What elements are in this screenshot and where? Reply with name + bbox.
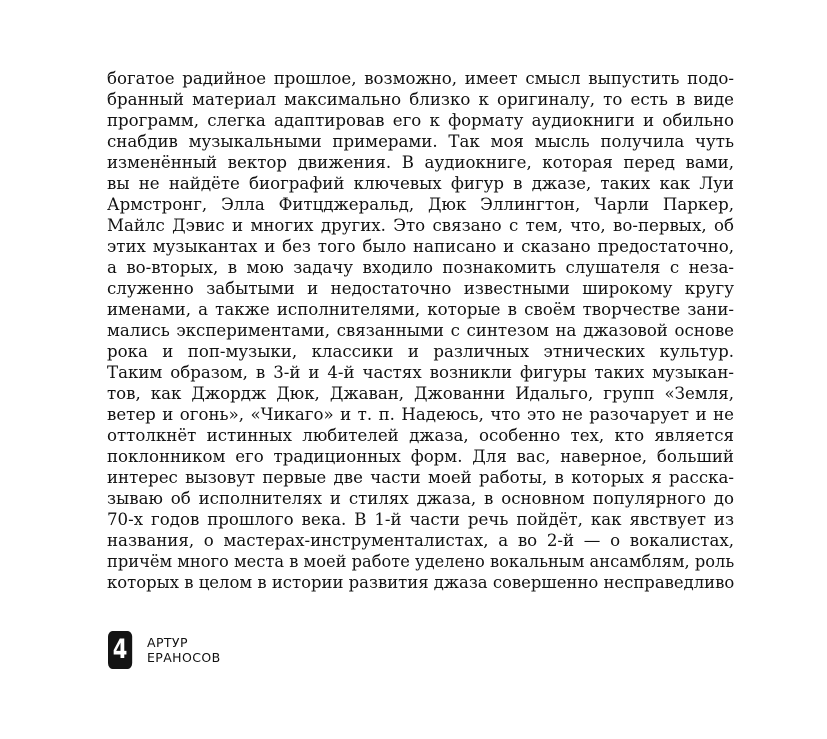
text-line: а во-вторых, в мою задачу входило познакомить слушателя с неза- (107, 258, 734, 277)
text-line: Таким образом, в 3-й и 4-й частях возникли фигуры таких музыкан- (107, 363, 734, 382)
text-line: программ, слегка адаптировав его к формату аудиокниги и обильно (107, 111, 734, 130)
text-line: мались экспериментами, связанными с синтезом на джазовой основе (107, 321, 734, 340)
author-first-name: АРТУР (147, 635, 188, 650)
text-line: зываю об исполнителях и стилях джаза, в основном популярного до (107, 489, 734, 508)
text-line: Майлс Дэвис и многих других. Это связано с тем, что, во-первых, об (107, 216, 734, 235)
author-name (147, 635, 221, 665)
text-line: ветер и огонь», «Чикаго» и т. п. Надеюсь, что это не разочарует и не (107, 405, 734, 424)
text-line: причём много места в моей работе уделено вокальным ансамблям, роль (107, 552, 735, 571)
text-line: вы не найдёте биографий ключевых фигур в джазе, таких как Луи (107, 174, 734, 193)
text-line: богатое радийное прошлое, возможно, имеет смысл выпустить подо- (107, 69, 734, 88)
text-line: названия, о мастерах-инструменталистах, а во 2-й — о вокалистах, (107, 531, 734, 550)
text-line: бранный материал максимально близко к оригиналу, то есть в виде (107, 90, 734, 109)
text-line: служенно забытыми и недостаточно известными широкому кругу (107, 279, 734, 298)
body-text (107, 68, 734, 593)
text-line: которых в целом в истории развития джаза совершенно несправедливо (107, 573, 735, 592)
text-line: изменённый вектор движения. В аудиокниге, которая перед вами, (107, 153, 734, 172)
text-line: 70-х годов прошлого века. В 1-й части речь пойдёт, как явствует из (107, 510, 734, 529)
text-line: интерес вызовут первые две части моей работы, в которых я расска- (107, 468, 734, 487)
text-line: снабдив музыкальными примерами. Так моя мысль получила чуть (107, 132, 734, 151)
text-line: именами, а также исполнителями, которые в своём творчестве зани- (107, 300, 734, 319)
text-line: этих музыкантах и без того было написано и сказано предостаточно, (107, 237, 734, 256)
text-line: тов, как Джордж Дюк, Джаван, Джованни Идальго, групп «Земля, (107, 384, 734, 403)
text-line: оттолкнёт истинных любителей джаза, особенно тех, кто является (107, 426, 734, 445)
text-line: Армстронг, Элла Фитцджеральд, Дюк Эллингтон, Чарли Паркер, (107, 195, 734, 214)
page-footer (108, 631, 221, 669)
author-last-name: ЕРАНОСОВ (147, 650, 221, 665)
text-line: поклонником его традиционных форм. Для вас, наверное, больший (107, 447, 734, 466)
page-number-badge: 4 (108, 631, 132, 669)
text-line: рока и поп-музыки, классики и различных этнических культур. (107, 342, 734, 361)
